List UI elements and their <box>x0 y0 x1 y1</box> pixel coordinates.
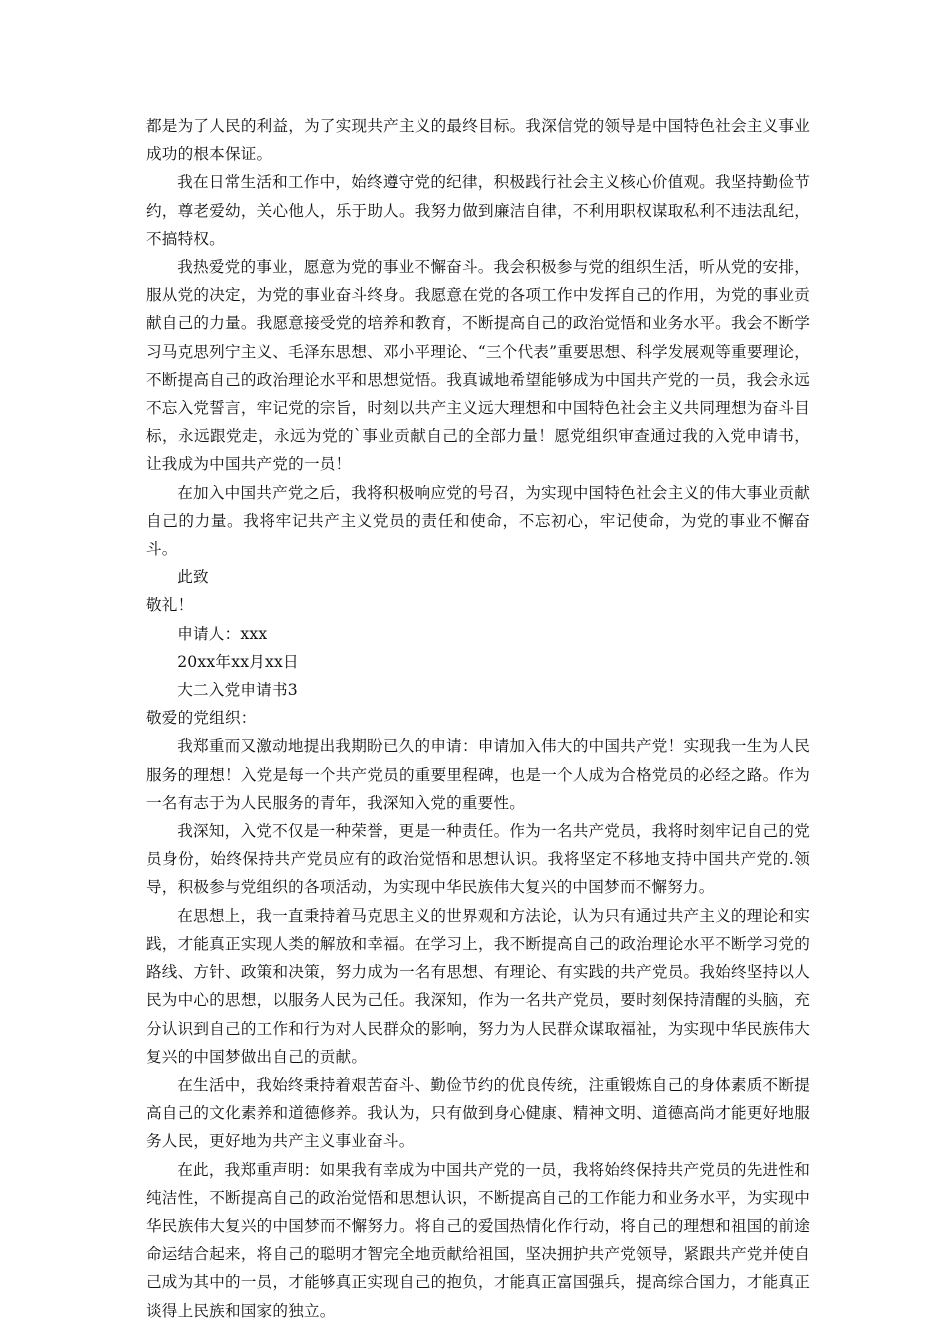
paragraph: 我郑重而又激动地提出我期盼已久的申请：申请加入伟大的中国共产党！实现我一生为人民服务的理想！入党是每一个共产党员的重要里程碑，也是一个人成为合格党员的必经之路。作为一名有志于为人民服务的青年，我深知入党的重要性。 <box>146 737 810 812</box>
paragraph: 在生活中，我始终秉持着艰苦奋斗、勤俭节约的优良传统，注重锻炼自己的身体素质不断提高自己的文化素养和道德修养。我认为，只有做到身心健康、精神文明、道德高尚才能更好地服务人民，更好地为共产主义事业奋斗。 <box>146 1075 810 1151</box>
closing-respect: 敬礼！ <box>146 596 194 615</box>
applicant-signature: 申请人：xxx <box>177 624 268 643</box>
paragraph: 在思想上，我一直秉持着马克思主义的世界观和方法论，认为只有通过共产主义的理论和实践，才能真正实现人类的解放和幸福。在学习上，我不断提高自己的政治理论水平不断学习党的路线、方针、政策和决策，努力成为一名有思想、有理论、有实践的共产党员。我始终坚持以人民为中心的思想，以服务人民为己任。我深知，作为一名共产党员，要时刻保持清醒的头脑，充分认识到自己的工作和行为对人民群众的影响，努力为人民群众谋取福祉，为实现中华民族伟大复兴的中国梦做出自己的贡献。 <box>146 906 810 1066</box>
application-date: 20xx年xx月xx日 <box>177 652 299 671</box>
paragraph: 在此，我郑重声明：如果我有幸成为中国共产党的一员，我将始终保持共产党员的先进性和纯洁性，不断提高自己的政治觉悟和思想认识，不断提高自己的工作能力和业务水平，为实现中华民族伟大复兴的中国梦而不懈努力。将自己的爱国热情化作行动，将自己的理想和祖国的前途命运结合起来，将自己的聪明才智完全地贡献给祖国，坚决拥护共产党领导，紧跟共产党并使自己成为其中的一员，才能够真正实现自己的抱负，才能真正富国强兵，提高综合国力，才能真正谈得上民族和国家的独立。 <box>146 1160 810 1320</box>
paragraph: 我深知，入党不仅是一种荣誉，更是一种责任。作为一名共产党员，我将时刻牢记自己的党员身份，始终保持共产党员应有的政治觉悟和思想认识。我将坚定不移地支持中国共产党的.领导，积极参与党组织的各项活动，为实现中华民族伟大复兴的中国梦而不懈努力。 <box>146 822 810 897</box>
greeting: 敬爱的党组织： <box>146 709 257 728</box>
document-body <box>146 112 810 1325</box>
paragraph: 我在日常生活和工作中，始终遵守党的纪律，积极践行社会主义核心价值观。我坚持勤俭节约，尊老爱幼，关心他人，乐于助人。我努力做到廉洁自律，不利用职权谋取私利不违法乱纪，不搞特权。 <box>146 173 810 248</box>
paragraph: 在加入中国共产党之后，我将积极响应党的号召，为实现中国特色社会主义的伟大事业贡献自己的力量。我将牢记共产主义党员的责任和使命，不忘初心，牢记使命，为党的事业不懈奋斗。 <box>146 483 810 559</box>
paragraph: 都是为了人民的利益，为了实现共产主义的最终目标。我深信党的领导是中国特色社会主义事业成功的根本保证。 <box>146 117 810 164</box>
paragraph: 我热爱党的事业，愿意为党的事业不懈奋斗。我会积极参与党的组织生活，听从党的安排，服从党的决定，为党的事业奋斗终身。我愿意在党的各项工作中发挥自己的作用，为党的事业贡献自己的力量。我愿意接受党的培养和教育，不断提高自己的政治觉悟和业务水平。我会不断学习马克思列宁主义、毛泽东思想、邓小平理论、“三个代表”重要思想、科学发展观等重要理论，不断提高自己的政治理论水平和思想觉悟。我真诚地希望能够成为中国共产党的一员，我会永远不忘入党誓言，牢记党的宗旨，时刻以共产主义远大理想和中国特色社会主义共同理想为奋斗目标，永远跟党走，永远为党的`事业贡献自己的全部力量！愿党组织审查通过我的入党申请书，让我成为中国共产党的一员！ <box>146 258 810 474</box>
section-title: 大二入党申请书3 <box>177 681 298 700</box>
closing-salutation: 此致 <box>177 568 209 587</box>
